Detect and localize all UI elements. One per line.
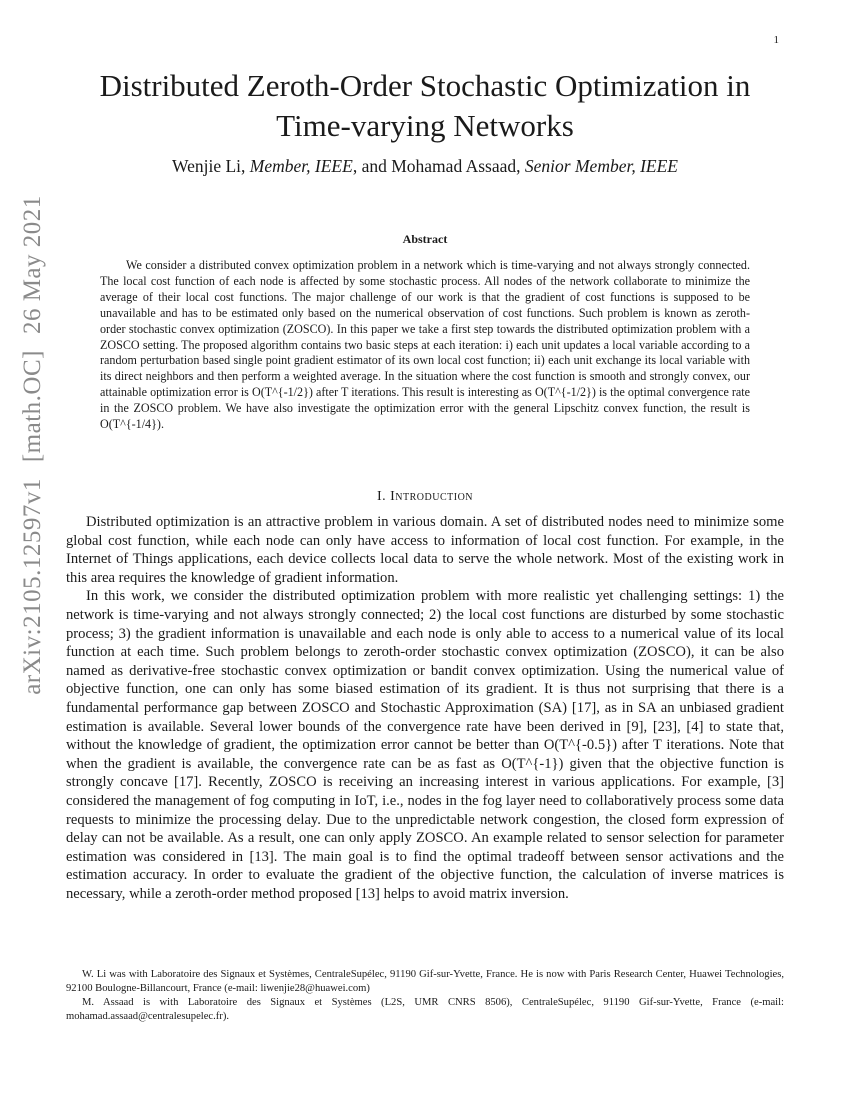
author-conjunction: , and	[352, 156, 387, 176]
section-heading	[66, 489, 784, 505]
intro-paragraph-1: Distributed optimization is an attractive problem in various domain. A set of distributed nodes need to minimize some global cost function, while each node can only have access to information of local cost function. For example, in the Internet of Things applications, each device collects local data to serve the whole network. Most of the existing work in this area requires the knowledge of gradient information.	[66, 514, 784, 586]
intro-paragraph-2: In this work, we consider the distributed optimization problem with more realistic yet challenging settings: 1) the network is time-varying and not always strongly connected; 2) the local cost functions are disturbed by some stochastic process; 3) the gradient information is unavailable and each node is only able to access to a numerical value of its local function at each time. Such problem belongs to zeroth-order stochastic convex optimization (ZOSCO), it can be also named as derivative-free stochastic convex optimization or bandit convex optimization. Using the numerical value of objective function, one can only has some biased estimation of its gradient. It is thus not surprising that there is a fundamental performance gap between ZOSCO and Stochastic Approximation (SA) [17], as in SA an unbiased gradient estimation is available. Several lower bounds of the convergence rate have been derived in [9], [23], [4] to state that, without the knowledge of gradient, the optimization error cannot be better than O(T^{-0.5}) after T iterations. Note that when the gradient is available, the convergence rate can be as fast as O(T^{-1}) given that the objective function is strongly concave [17]. Recently, ZOSCO is receiving an increasing interest in various applications. For example, [3] considered the management of fog computing in IoT, i.e., nodes in the fog layer need to collaboratively process some data requests to minimize the processing delay. Due to the unpredictable network congestion, the closed form expression of delay can not be available. As a result, one can only apply ZOSCO. An example related to sensor selection for parameter estimation was considered in [13]. The main goal is to find the optimal tradeoff between sensor activations and the estimation accuracy. In order to evaluate the gradient of the objective function, the calculation of inverse matrices is necessary, while a zeroth-order method proposed [13] helps to avoid matrix inversion.	[66, 588, 784, 902]
abstract-text: We consider a distributed convex optimization problem in a network which is time-varying and not always strongly connected. The local cost function of each node is affected by some stochastic process. All nodes of the network collaborate to minimize the average of their local cost functions. The major challenge of our work is that the gradient of cost functions is supposed to be unavailable and has to be estimated only based on the numerical observation of cost functions. Such problem is known as zeroth-order stochastic convex optimization (ZOSCO). In this paper we take a first step towards the distributed optimization problem with a ZOSCO setting. The proposed algorithm contains two basic steps at each iteration: i) each unit updates a local variable according to a random perturbation based single point gradient estimator of its own local cost function; ii) each unit exchange its local variable with its direct neighbors and then perform a weighted average. In the situation where the cost function is smooth and strongly convex, our attainable optimization error is O(T^{-1/2}) after T iterations. This result is interesting as O(T^{-1/2}) is the optimal convergence rate in the ZOSCO problem. We have also investigate the optimization error with the general Lipschitz convex function, the result is O(T^{-1/4}).	[100, 258, 750, 432]
abstract-heading: Abstract	[402, 232, 448, 246]
section-number: I.	[376, 489, 387, 504]
arxiv-side-stamp	[13, 185, 53, 705]
author-2-name: Mohamad Assaad,	[391, 156, 521, 176]
author-1-role: Member, IEEE	[249, 156, 353, 176]
body-text	[66, 513, 784, 903]
footnote-author-1: W. Li was with Laboratoire des Signaux et Systèmes, CentraleSupélec, 91190 Gif-sur-Yvette, France. He is now with Paris Research Center, Huawei Technologies, 92100 Boulogne-Billancourt, France (e-mail: liwenjie28@huawei.com)	[66, 969, 784, 994]
author-1-name: Wenjie Li,	[171, 156, 246, 176]
page-number: 1	[773, 34, 779, 46]
author-line	[60, 156, 790, 177]
section-title: Introduction	[390, 489, 474, 504]
arxiv-id: arXiv:2105.12597v1	[19, 478, 46, 695]
footnote-author-2: M. Assaad is with Laboratoire des Signaux et Systèmes (L2S, UMR CNRS 8506), CentraleSupélec, 91190 Gif-sur-Yvette, France (e-mail: mohamad.assaad@centralesupelec.fr).	[66, 997, 784, 1022]
arxiv-date: 26 May 2021	[19, 195, 46, 335]
author-2-role: Senior Member, IEEE	[524, 156, 678, 176]
arxiv-category: [math.OC]	[19, 350, 46, 463]
footnotes	[66, 968, 784, 1024]
paper-title: Distributed Zeroth-Order Stochastic Optimization in Time-varying Networks	[99, 68, 751, 143]
